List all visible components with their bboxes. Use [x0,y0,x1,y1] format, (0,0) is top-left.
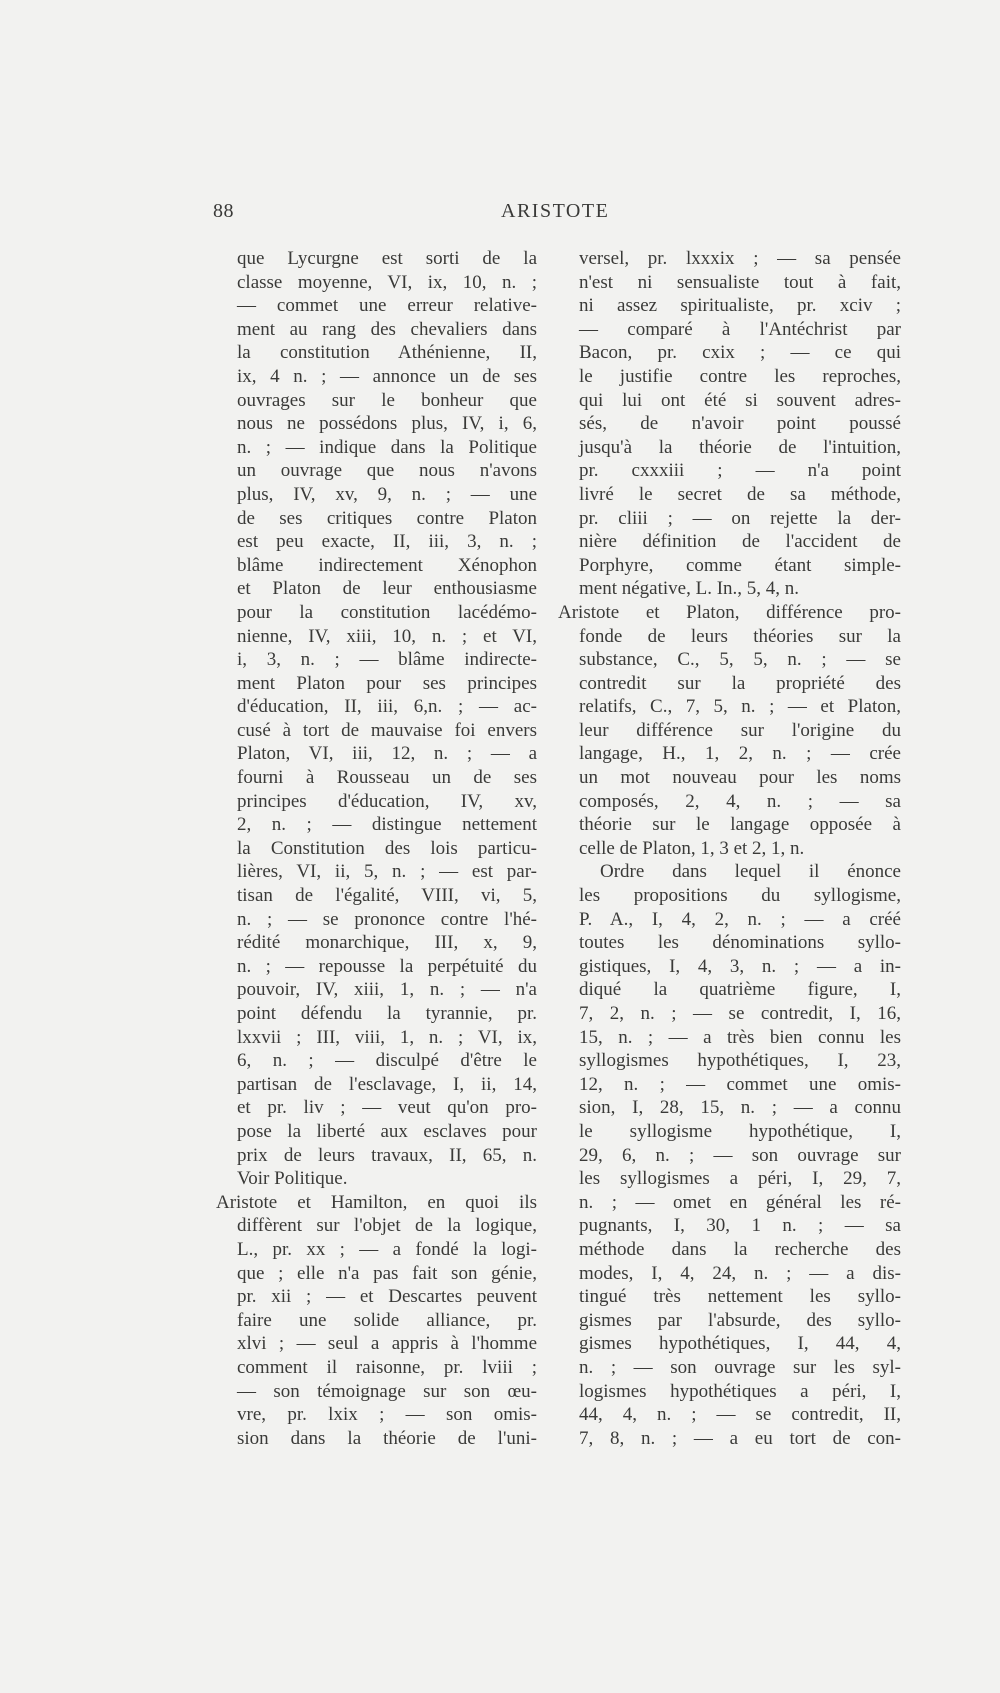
right-line: 7, 2, n. ; — se contredit, I, 16, [579,1003,901,1024]
right-line: le syllogisme hypothétique, I, [579,1120,901,1142]
right-line: substance, C., 5, 5, n. ; — se [579,649,901,671]
right-line: jusqu'à la théorie de l'intuition, [579,436,901,458]
left-line: classe moyenne, VI, ix, 10, n. ; [237,271,537,293]
left-line: et Platon de leur enthousiasme [237,578,537,600]
left-line: 6, n. ; — disculpé d'être le [237,1050,537,1072]
right-line: versel, pr. lxxxix ; — sa pensée [579,248,901,269]
left-line: i, 3, n. ; — blâme indirecte- [237,649,537,671]
right-line: P. A., I, 4, 2, n. ; — a créé [579,908,901,930]
right-line: relatifs, C., 7, 5, n. ; — et Platon, [579,696,901,718]
right-line: composés, 2, 4, n. ; — sa [579,790,901,812]
right-line: nière définition de l'accident de [579,531,901,553]
left-line: sion dans la théorie de l'uni- [237,1427,537,1449]
left-line: ment Platon pour ses principes [237,672,537,694]
left-line: pose la liberté aux esclaves pour [237,1120,537,1142]
paragraph-start-line: Ordre dans lequel il énonce [600,861,901,883]
left-line: cusé à tort de mauvaise foi envers [237,719,537,741]
left-line: nous ne possédons plus, IV, i, 6, [237,413,537,435]
right-line: livré le secret de sa méthode, [579,483,901,505]
right-line: pr. cliii ; — on rejette la der- [579,507,901,529]
left-line: lxxvii ; III, viii, 1, n. ; VI, ix, [237,1026,537,1048]
right-line: tingué très nettement les syllo- [579,1286,901,1308]
left-line: L., pr. xx ; — a fondé la logi- [237,1238,537,1260]
left-line: blâme indirectement Xénophon [237,554,537,576]
left-line: la Constitution des lois particu- [237,837,537,859]
left-line: vre, pr. lxix ; — son omis- [237,1404,537,1426]
left-line: est peu exacte, II, iii, 3, n. ; [237,531,537,553]
right-line: les propositions du syllogisme, [579,885,901,907]
right-line: sion, I, 28, 15, n. ; — a connu [579,1097,901,1119]
right-line: celle de Platon, 1, 3 et 2, 1, n. [579,837,805,859]
left-line: rédité monarchique, III, x, 9, [237,932,537,954]
right-line: pr. cxxxiii ; — n'a point [579,460,901,482]
left-line: — commet une erreur relative- [237,295,537,317]
right-line: 44, 4, n. ; — se contredit, II, [579,1404,901,1426]
left-line: prix de leurs travaux, II, 65, n. [237,1144,537,1166]
left-line: pour la constitution lacédémo- [237,601,537,623]
right-line: modes, I, 4, 24, n. ; — a dis- [579,1262,901,1284]
left-line: que ; elle n'a pas fait son génie, [237,1262,537,1284]
right-line: n'est ni sensualiste tout à fait, [579,271,901,293]
left-line: fourni à Rousseau un de ses [237,767,537,789]
page-number: 88 [213,200,234,222]
left-line: n. ; — indique dans la Politique [237,436,537,458]
left-line: que Lycurgne est sorti de la [237,248,537,269]
right-line: Bacon, pr. cxix ; — ce qui [579,342,901,364]
running-title: ARISTOTE [501,200,610,222]
left-line: la constitution Athénienne, II, [237,342,537,364]
left-line: faire une solide alliance, pr. [237,1309,537,1331]
right-line: ment négative, L. In., 5, 4, n. [579,578,800,600]
left-column [216,247,537,1450]
left-line: ouvrages sur le bonheur que [237,389,537,411]
left-line: Platon, VI, iii, 12, n. ; — a [237,743,537,765]
left-line: lières, VI, ii, 5, n. ; — est par- [237,861,537,883]
right-line: gistiques, I, 4, 3, n. ; — a in- [579,955,901,977]
right-line: gismes par l'absurde, des syllo- [579,1309,901,1331]
right-line: 29, 6, n. ; — son ouvrage sur [579,1144,901,1166]
right-line: ni assez spiritualiste, pr. xciv ; [579,295,901,317]
running-head [213,200,813,230]
right-line: syllogismes hypothétiques, I, 23, [579,1050,901,1072]
left-line: d'éducation, II, iii, 6,n. ; — ac- [237,696,537,718]
right-line: fonde de leurs théories sur la [579,625,901,647]
left-line: partisan de l'esclavage, I, ii, 14, [237,1073,537,1095]
left-line: plus, IV, xv, 9, n. ; — une [237,483,537,505]
left-line: — son témoignage sur son œu- [237,1380,537,1402]
right-line: théorie sur le langage opposée à [579,814,901,836]
right-line: 12, n. ; — commet une omis- [579,1073,901,1095]
left-line: principes d'éducation, IV, xv, [237,790,537,812]
left-line: n. ; — se prononce contre l'hé- [237,908,537,930]
right-line: 7, 8, n. ; — a eu tort de con- [579,1427,901,1449]
left-line: ment au rang des chevaliers dans [237,318,537,340]
right-line: n. ; — son ouvrage sur les syl- [579,1356,901,1378]
right-column [558,247,901,1450]
left-line: et pr. liv ; — veut qu'on pro- [237,1097,537,1119]
left-line: de ses critiques contre Platon [237,507,537,529]
right-line: langage, H., 1, 2, n. ; — crée [579,743,901,765]
right-line: gismes hypothétiques, I, 44, 4, [579,1333,901,1355]
left-line: point défendu la tyrannie, pr. [237,1003,537,1024]
left-line: xlvi ; — seul a appris à l'homme [237,1333,537,1355]
right-line: Porphyre, comme étant simple- [579,554,901,576]
left-line: pr. xii ; — et Descartes peuvent [237,1286,537,1308]
right-line: 15, n. ; — a très bien connu les [579,1026,901,1048]
right-line: méthode dans la recherche des [579,1238,901,1260]
left-line: un ouvrage que nous n'avons [237,460,537,482]
entry-heading-line: Aristote et Platon, différence pro- [558,601,901,623]
right-line: un mot nouveau pour les noms [579,767,901,789]
left-line: pouvoir, IV, xiii, 1, n. ; — n'a [237,979,537,1001]
right-line: diqué la quatrième figure, I, [579,979,901,1001]
left-line: nienne, IV, xiii, 10, n. ; et VI, [237,625,537,647]
entry-heading-line: Aristote et Hamilton, en quoi ils [216,1191,537,1213]
left-line: tisan de l'égalité, VIII, vi, 5, [237,885,537,907]
right-line: — comparé à l'Antéchrist par [579,318,901,340]
right-line: le justifie contre les reproches, [579,365,901,387]
left-line: Voir Politique. [237,1168,348,1190]
left-line: n. ; — repousse la perpétuité du [237,955,537,977]
right-line: leur différence sur l'origine du [579,719,901,741]
right-line: pugnants, I, 30, 1 n. ; — sa [579,1215,901,1237]
right-line: qui lui ont été si souvent adres- [579,389,901,411]
left-line: diffèrent sur l'objet de la logique, [237,1215,537,1237]
right-line: sés, de n'avoir point poussé [579,413,901,435]
left-line: 2, n. ; — distingue nettement [237,814,537,836]
left-line: ix, 4 n. ; — annonce un de ses [237,365,537,387]
right-line: logismes hypothétiques a péri, I, [579,1380,901,1402]
left-line: comment il raisonne, pr. lviii ; [237,1356,537,1378]
right-line: les syllogismes a péri, I, 29, 7, [579,1168,901,1190]
right-line: toutes les dénominations syllo- [579,932,901,954]
right-line: contredit sur la propriété des [579,672,901,694]
right-line: n. ; — omet en général les ré- [579,1191,901,1213]
